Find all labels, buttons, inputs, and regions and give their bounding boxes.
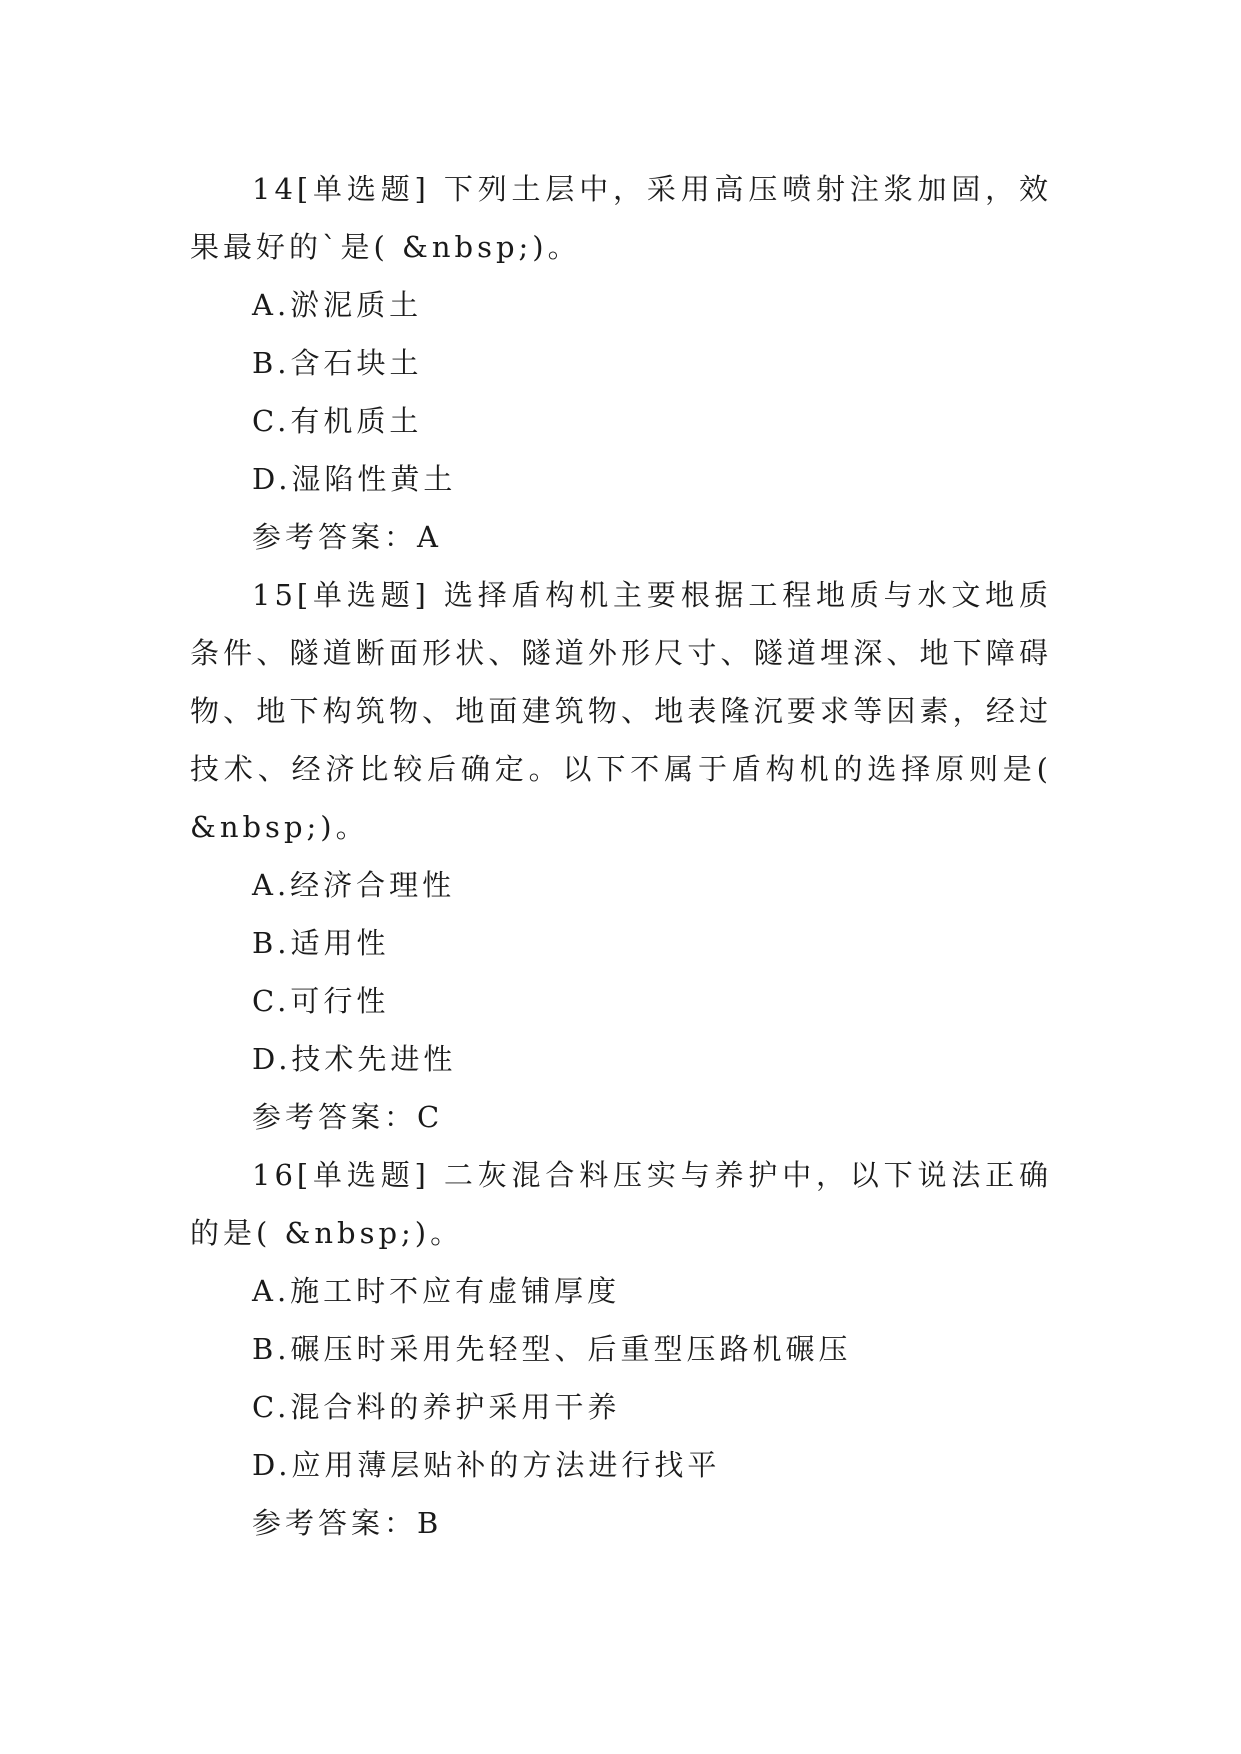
question-stem: 15[单选题] 选择盾构机主要根据工程地质与水文地质条件、隧道断面形状、隧道外形尺寸、隧道埋深、地下障碍物、地下构筑物、地面建筑物、地表隆沉要求等因素，经过技术、经济比较后确定。以下不属于盾构机的选择原则是( &nbsp;)。	[190, 578, 1052, 844]
question-14	[190, 160, 1052, 566]
question-stem: 16[单选题] 二灰混合料压实与养护中，以下说法正确的是( &nbsp;)。	[190, 1158, 1052, 1250]
reference-answer: 参考答案：B	[252, 1506, 443, 1540]
question-stem: 14[单选题] 下列土层中，采用高压喷射注浆加固，效果最好的`是( &nbsp;)。	[190, 172, 1052, 264]
option-a: A.经济合理性	[252, 868, 456, 902]
reference-answer: 参考答案：A	[252, 520, 442, 554]
reference-answer: 参考答案：C	[252, 1100, 444, 1134]
document-page	[190, 160, 1052, 1552]
option-c: C.混合料的养护采用干养	[252, 1390, 621, 1424]
option-b: B.适用性	[252, 926, 390, 960]
option-d: D.应用薄层贴补的方法进行找平	[252, 1448, 721, 1482]
option-a: A.淤泥质土	[252, 288, 423, 322]
option-b: B.含石块土	[252, 346, 423, 380]
option-d: D.技术先进性	[252, 1042, 457, 1076]
question-16	[190, 1146, 1052, 1552]
option-c: C.可行性	[252, 984, 390, 1018]
question-15	[190, 566, 1052, 1146]
option-a: A.施工时不应有虚铺厚度	[252, 1274, 621, 1308]
option-b: B.碾压时采用先轻型、后重型压路机碾压	[252, 1332, 852, 1366]
option-d: D.湿陷性黄土	[252, 462, 457, 496]
option-c: C.有机质土	[252, 404, 423, 438]
